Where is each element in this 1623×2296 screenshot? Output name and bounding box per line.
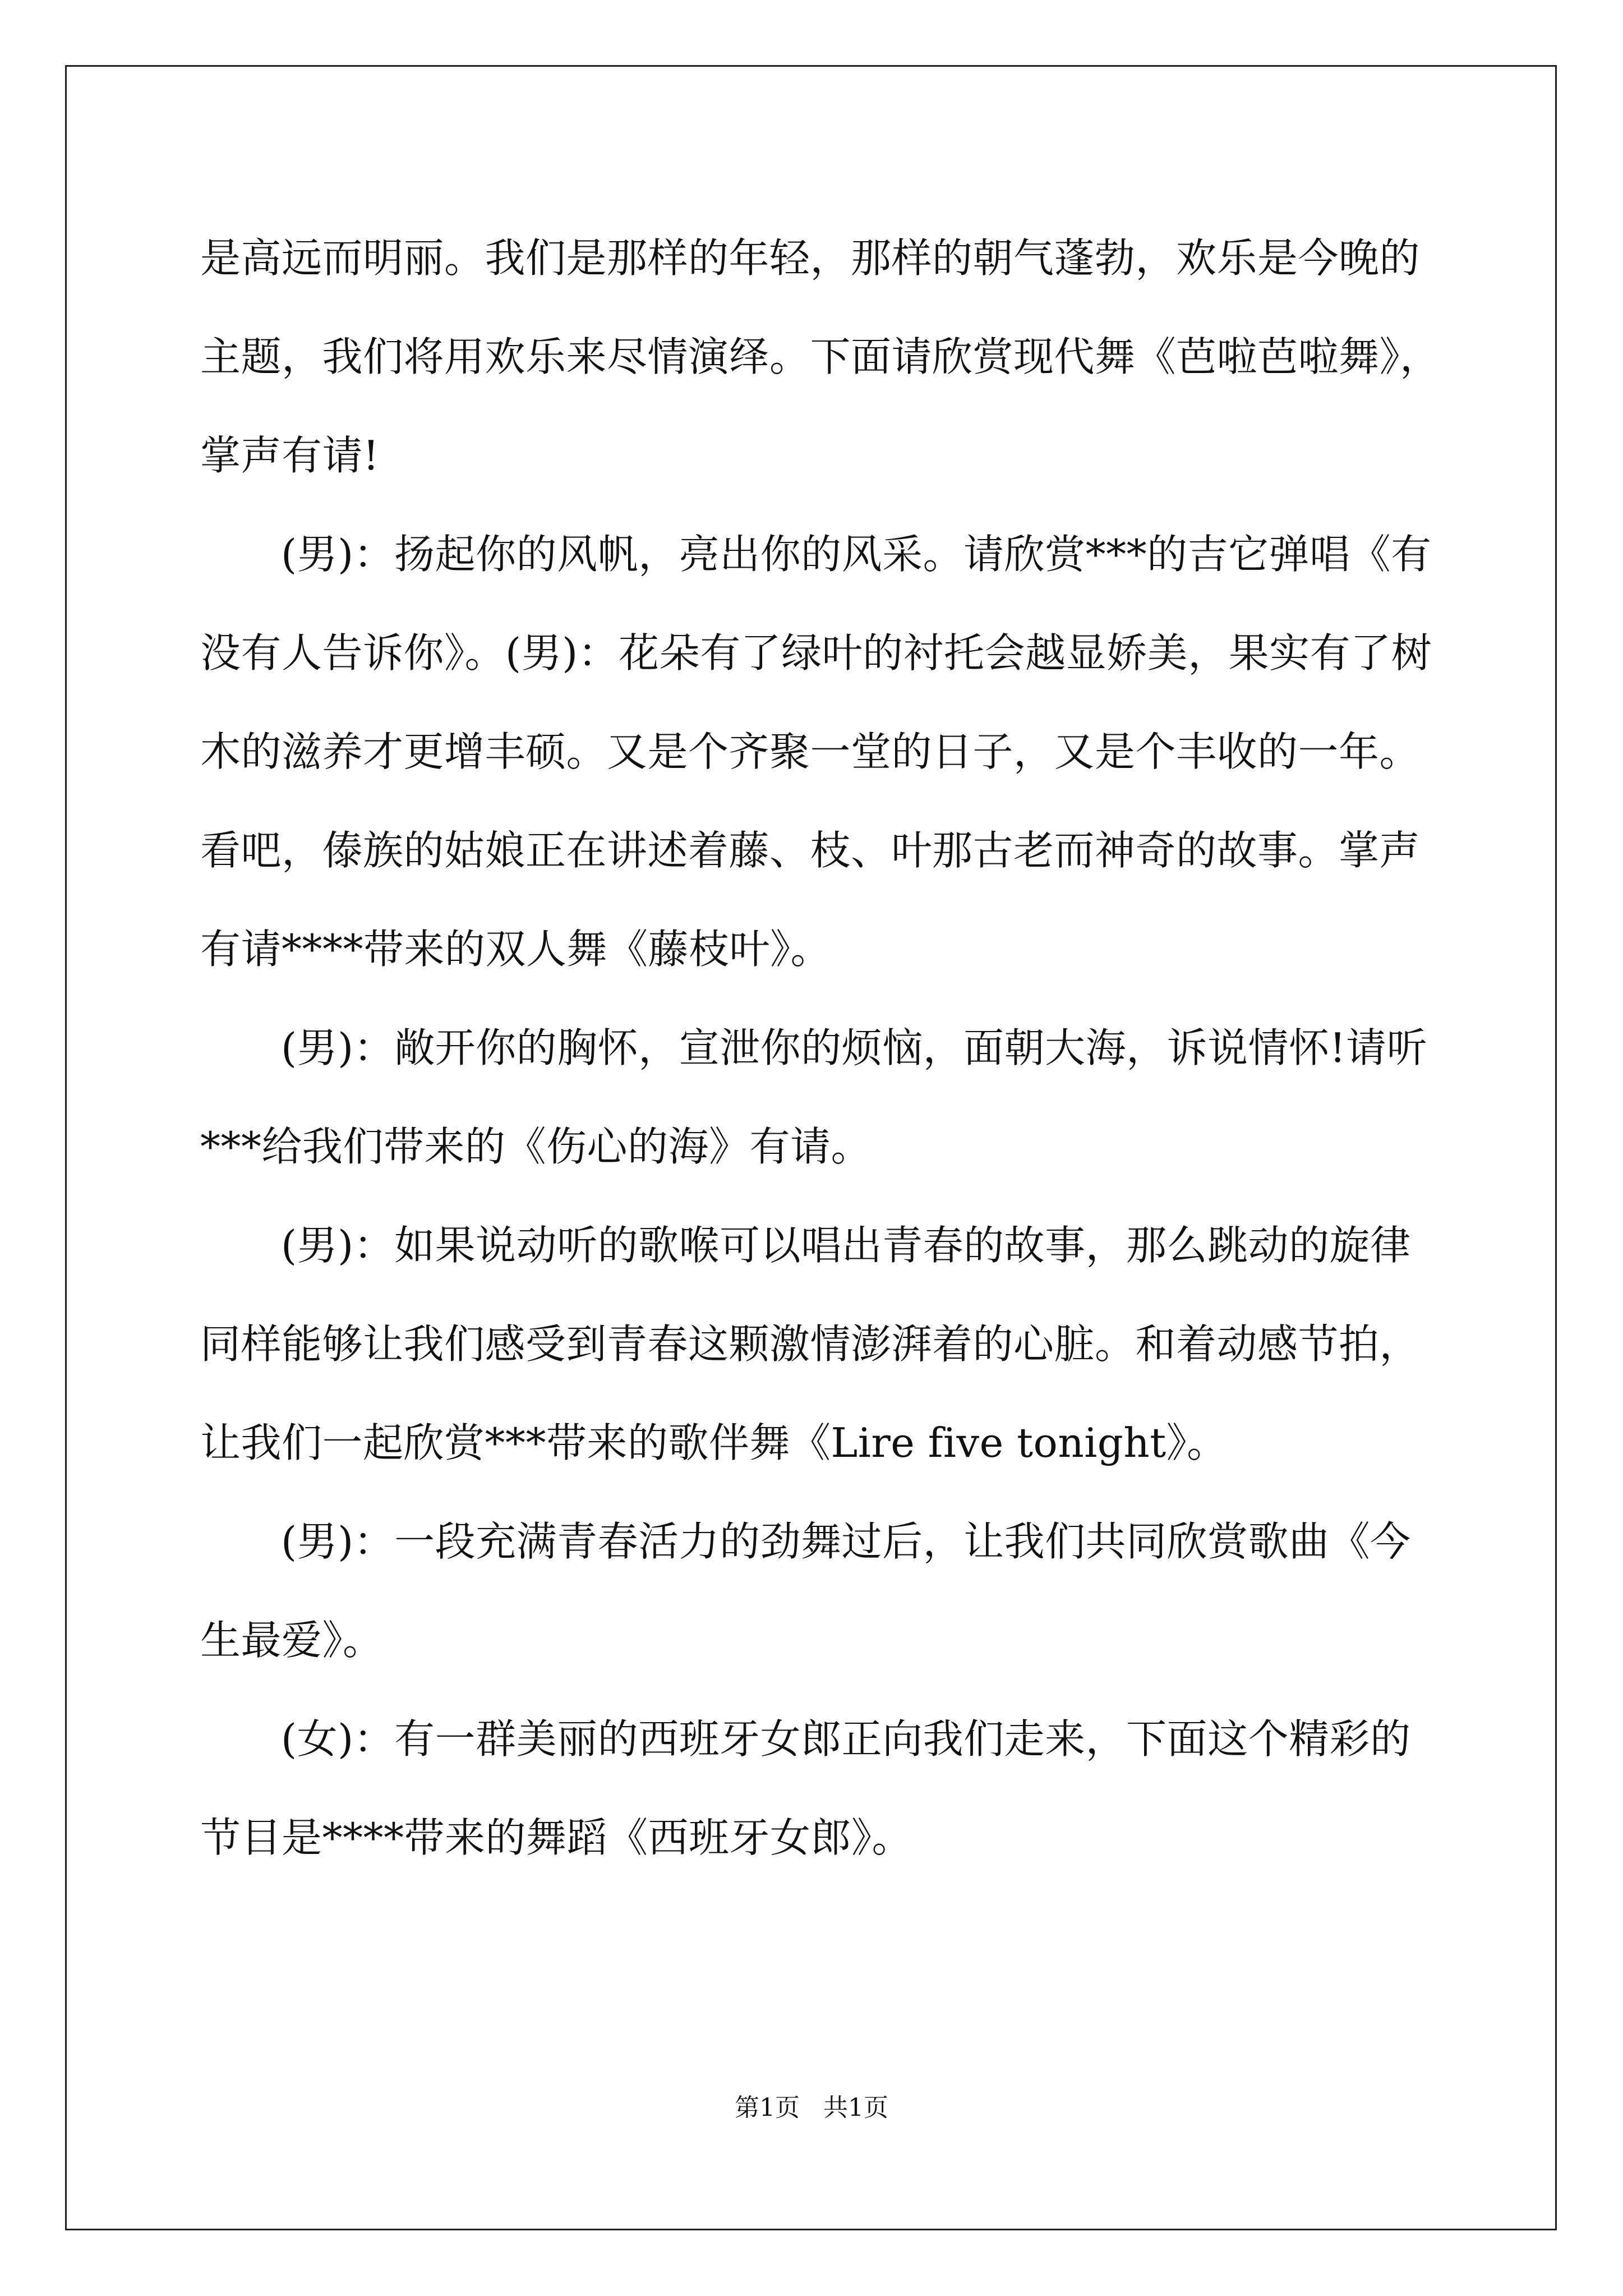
- paragraph-start-line: (男)：一段充满青春活力的劲舞过后，让我们共同欣赏歌曲《今: [281, 1518, 1411, 1565]
- paragraph-start-line: (男)：扬起你的风帆，亮出你的风采。请欣赏***的吉它弹唱《有: [281, 531, 1432, 578]
- text-line: 是高远而明丽。我们是那样的年轻，那样的朝气蓬勃，欢乐是今晚的: [200, 234, 1421, 282]
- text-line: 木的滋养才更增丰硕。又是个齐聚一堂的日子，又是个丰收的一年。: [200, 728, 1421, 775]
- text-line: 让我们一起欣赏***带来的歌伴舞《Lire five tonight》。: [200, 1419, 1228, 1466]
- paragraph-start-line: (男)：如果说动听的歌喉可以唱出青春的故事，那么跳动的旋律: [281, 1222, 1411, 1269]
- paragraph-start-line: (女)：有一群美丽的西班牙女郎正向我们走来，下面这个精彩的: [281, 1715, 1411, 1763]
- text-line: 节目是****带来的舞蹈《西班牙女郎》。: [200, 1814, 913, 1861]
- text-line: 生最爱》。: [200, 1617, 384, 1664]
- paragraph-start-line: (男)：敞开你的胸怀，宣泄你的烦恼，面朝大海，诉说情怀!请听: [281, 1024, 1428, 1071]
- text-line: 同样能够让我们感受到青春这颗激情澎湃着的心脏。和着动感节拍，: [200, 1320, 1421, 1368]
- document-body: [200, 209, 1441, 1887]
- text-line: 主题，我们将用欢乐来尽情演绎。下面请欣赏现代舞《芭啦芭啦舞》，: [200, 333, 1441, 380]
- text-line: 掌声有请!: [200, 432, 380, 479]
- text-line: 没有人告诉你》。(男)：花朵有了绿叶的衬托会越显娇美，果实有了树: [200, 629, 1432, 677]
- text-line: 有请****带来的双人舞《藤枝叶》。: [200, 926, 832, 973]
- page-number-footer: 第1页 共1页: [735, 2093, 888, 2122]
- text-line: ***给我们带来的《伤心的海》有请。: [200, 1123, 872, 1170]
- text-line: 看吧，傣族的姑娘正在讲述着藤、枝、叶那古老而神奇的故事。掌声: [200, 827, 1421, 874]
